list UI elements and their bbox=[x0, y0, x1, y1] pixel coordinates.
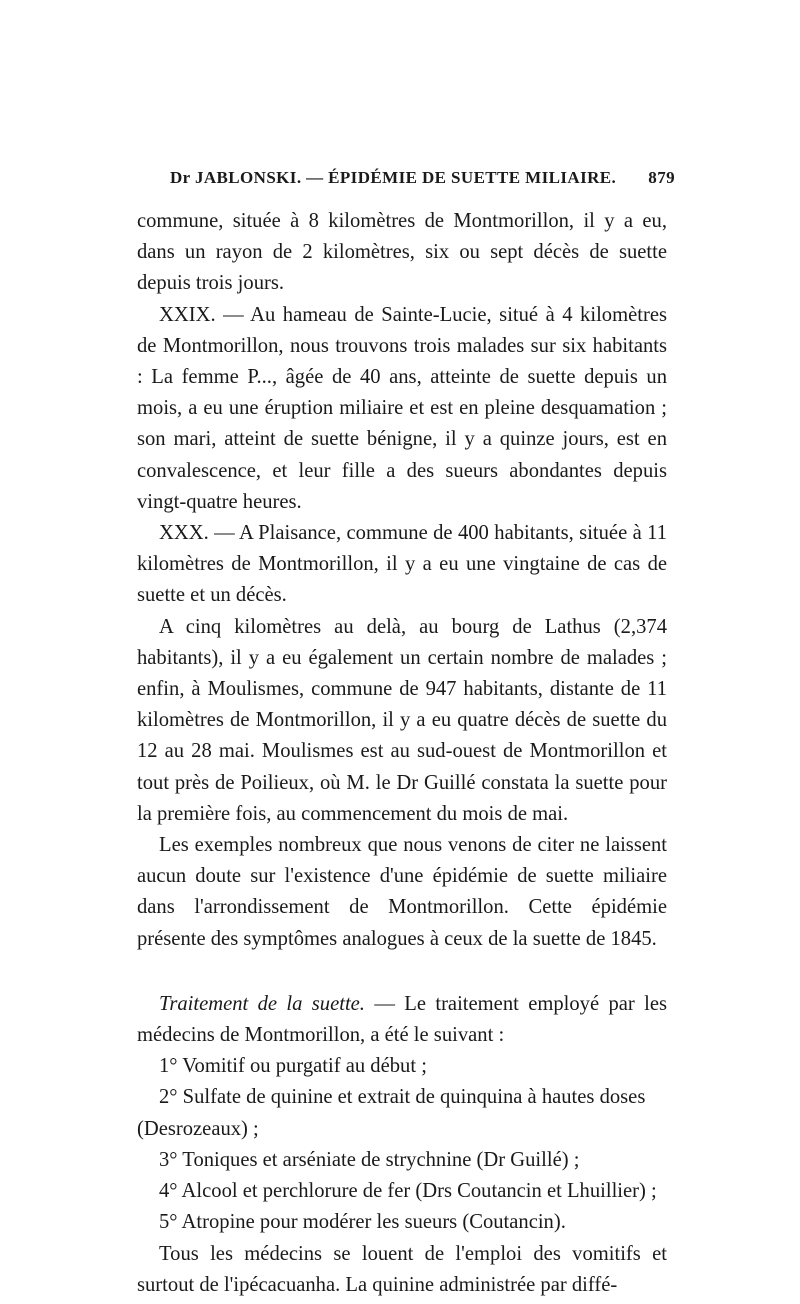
paragraph-section-xxix: XXIX. — Au hameau de Sainte-Lucie, situé à 4 kilomètres de Montmorillon, nous trouvons trois malades sur six habitants : La femme P..., âgée de 40 ans, atteinte de suette depuis un mois, a eu une éruption miliaire et est en pleine desquamation ; son mari, atteint de suette bénigne, il y a quinze jours, est en convalescence, et leur fille a des sueurs abondantes depuis vingt-quatre heures. bbox=[137, 303, 667, 513]
running-header bbox=[170, 168, 675, 188]
paragraph-lathus-moulismes: A cinq kilomètres au delà, au bourg de Lathus (2,374 habitants), il y a eu également un certain nombre de malades ; enfin, à Moulismes, commune de 947 habitants, distante de 11 kilomètres de Montmorillon, il y a eu quatre décès de suette du 12 au 28 mai. Moulismes est au sud-ouest de Montmorillon et tout près de Poilieux, où M. le Dr Guillé constata la suette pour la première fois, au commencement du mois de mai. bbox=[137, 615, 667, 825]
treatment-item-4: 4° Alcool et perchlorure de fer (Drs Coutancin et Lhuillier) ; bbox=[159, 1180, 657, 1203]
treatment-intro-text: — Le traitement employé par les médecins de Montmorillon, a été le suivant : bbox=[137, 992, 667, 1047]
treatment-intro bbox=[137, 989, 667, 1051]
section-gap bbox=[137, 955, 667, 989]
paragraph-conclusion: Les exemples nombreux que nous venons de citer ne laissent aucun doute sur l'existence d'une épidémie de suette miliaire dans l'arrondissement de Montmorillon. Cette épidémie présente des symptômes analogues à ceux de la suette de 1845. bbox=[137, 834, 667, 950]
page-number: 879 bbox=[648, 168, 675, 187]
running-title: Dr JABLONSKI. — ÉPIDÉMIE DE SUETTE MILIAIRE. bbox=[170, 168, 617, 187]
paragraph-continuation: commune, située à 8 kilomètres de Montmorillon, il y a eu, dans un rayon de 2 kilomètres, six ou sept décès de suette depuis trois jours. bbox=[137, 210, 667, 295]
treatment-item-1: 1° Vomitif ou purgatif au début ; bbox=[159, 1055, 427, 1078]
treatment-item-5: 5° Atropine pour modérer les sueurs (Coutancin). bbox=[159, 1211, 566, 1234]
treatment-closing: Tous les médecins se louent de l'emploi des vomitifs et surtout de l'ipécacuanha. La quinine administrée par diffé- bbox=[137, 1242, 667, 1296]
treatment-item-2: 2° Sulfate de quinine et extrait de quinquina à hautes doses (Desrozeaux) ; bbox=[137, 1086, 646, 1140]
body-text bbox=[137, 206, 667, 1301]
treatment-heading: Traitement de la suette. bbox=[159, 992, 365, 1015]
treatment-item-3: 3° Toniques et arséniate de strychnine (Dr Guillé) ; bbox=[159, 1148, 580, 1171]
paragraph-section-xxx: XXX. — A Plaisance, commune de 400 habitants, située à 11 kilomètres de Montmorillon, il y a eu une vingtaine de cas de suette et un décès. bbox=[137, 522, 667, 607]
